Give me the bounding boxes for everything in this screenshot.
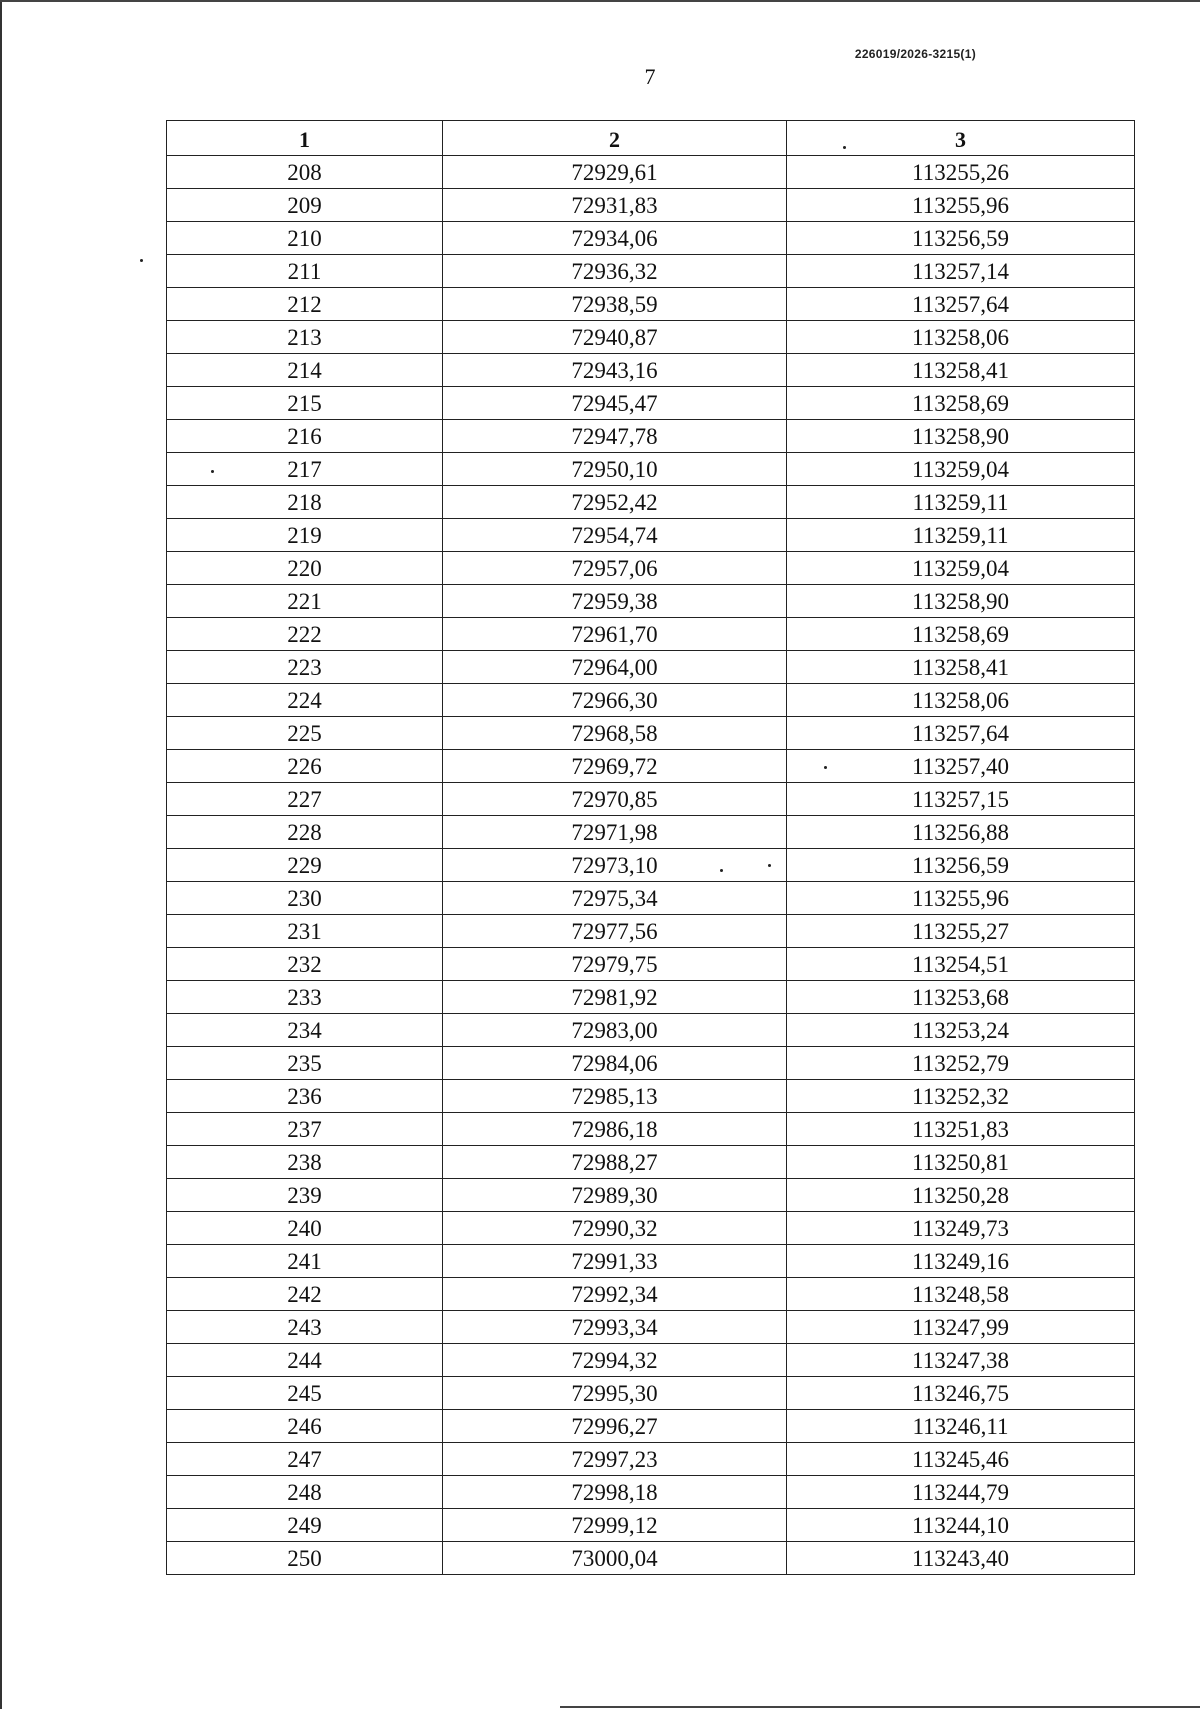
page-edge-left [0,0,2,1709]
table-row [167,552,1135,585]
table-row [167,948,1135,981]
point-number-cell: 240 [167,1212,443,1245]
table-row [167,1311,1135,1344]
x-coordinate-cell: 72934,06 [443,222,787,255]
x-coordinate-cell: 72964,00 [443,651,787,684]
point-number-cell: 213 [167,321,443,354]
x-coordinate-cell: 72984,06 [443,1047,787,1080]
table-row [167,222,1135,255]
point-number-cell: 232 [167,948,443,981]
x-coordinate-cell: 72969,72 [443,750,787,783]
table-row [167,1080,1135,1113]
scan-speck [824,766,827,769]
table-row [167,1113,1135,1146]
point-number-cell: 212 [167,288,443,321]
point-number-cell: 249 [167,1509,443,1542]
y-coordinate-cell: 113247,99 [787,1311,1135,1344]
point-number-cell: 227 [167,783,443,816]
y-coordinate-cell: 113244,79 [787,1476,1135,1509]
table-row [167,783,1135,816]
table-row [167,420,1135,453]
table-row [167,486,1135,519]
y-coordinate-cell: 113258,41 [787,651,1135,684]
point-number-cell: 231 [167,915,443,948]
y-coordinate-cell: 113259,04 [787,552,1135,585]
x-coordinate-cell: 72998,18 [443,1476,787,1509]
x-coordinate-cell: 72997,23 [443,1443,787,1476]
x-coordinate-cell: 72975,34 [443,882,787,915]
table-row [167,618,1135,651]
table-row [167,1542,1135,1575]
y-coordinate-cell: 113257,14 [787,255,1135,288]
point-number-cell: 241 [167,1245,443,1278]
point-number-cell: 225 [167,717,443,750]
document-number: 226019/2026-3215(1) [854,47,976,61]
table-row [167,288,1135,321]
table-row [167,519,1135,552]
x-coordinate-cell: 72986,18 [443,1113,787,1146]
table-row [167,453,1135,486]
y-coordinate-cell: 113248,58 [787,1278,1135,1311]
x-coordinate-cell: 72994,32 [443,1344,787,1377]
table-row [167,816,1135,849]
scan-speck [768,864,771,867]
y-coordinate-cell: 113258,69 [787,618,1135,651]
x-coordinate-cell: 72973,10 [443,849,787,882]
y-coordinate-cell: 113258,06 [787,321,1135,354]
y-coordinate-cell: 113247,38 [787,1344,1135,1377]
y-coordinate-cell: 113256,88 [787,816,1135,849]
table-row [167,321,1135,354]
y-coordinate-cell: 113255,27 [787,915,1135,948]
x-coordinate-cell: 72999,12 [443,1509,787,1542]
x-coordinate-cell: 72961,70 [443,618,787,651]
point-number-cell: 214 [167,354,443,387]
point-number-cell: 247 [167,1443,443,1476]
scan-speck [843,146,846,149]
table-row [167,1245,1135,1278]
point-number-cell: 230 [167,882,443,915]
table-row [167,1443,1135,1476]
point-number-cell: 234 [167,1014,443,1047]
scan-speck [140,259,143,262]
y-coordinate-cell: 113251,83 [787,1113,1135,1146]
table-row [167,354,1135,387]
point-number-cell: 218 [167,486,443,519]
table-row [167,1476,1135,1509]
x-coordinate-cell: 72931,83 [443,189,787,222]
table-row [167,684,1135,717]
x-coordinate-cell: 72945,47 [443,387,787,420]
table-row [167,915,1135,948]
x-coordinate-cell: 72947,78 [443,420,787,453]
x-coordinate-cell: 72943,16 [443,354,787,387]
x-coordinate-cell: 72940,87 [443,321,787,354]
table-row [167,1014,1135,1047]
point-number-cell: 229 [167,849,443,882]
point-number-cell: 250 [167,1542,443,1575]
y-coordinate-cell: 113256,59 [787,222,1135,255]
table-row [167,1146,1135,1179]
x-coordinate-cell: 72929,61 [443,156,787,189]
point-number-cell: 236 [167,1080,443,1113]
table-row [167,882,1135,915]
scan-speck [211,470,214,473]
x-coordinate-cell: 72954,74 [443,519,787,552]
table-row [167,189,1135,222]
x-coordinate-cell: 72977,56 [443,915,787,948]
point-number-cell: 243 [167,1311,443,1344]
y-coordinate-cell: 113257,64 [787,288,1135,321]
table-row [167,849,1135,882]
table-row [167,1047,1135,1080]
y-coordinate-cell: 113257,15 [787,783,1135,816]
table-header-row [167,121,1135,156]
table-row [167,1278,1135,1311]
point-number-cell: 217 [167,453,443,486]
x-coordinate-cell: 72952,42 [443,486,787,519]
point-number-cell: 222 [167,618,443,651]
x-coordinate-cell: 72968,58 [443,717,787,750]
point-number-cell: 223 [167,651,443,684]
table-row [167,981,1135,1014]
table-row [167,1212,1135,1245]
page-number [0,64,1200,90]
table-row [167,1179,1135,1212]
table-row [167,717,1135,750]
point-number-cell: 209 [167,189,443,222]
x-coordinate-cell: 72959,38 [443,585,787,618]
table-row [167,585,1135,618]
x-coordinate-cell: 72988,27 [443,1146,787,1179]
x-coordinate-cell: 72979,75 [443,948,787,981]
y-coordinate-cell: 113246,11 [787,1410,1135,1443]
x-coordinate-cell: 72991,33 [443,1245,787,1278]
y-coordinate-cell: 113252,79 [787,1047,1135,1080]
point-number-cell: 211 [167,255,443,288]
table-row [167,1377,1135,1410]
point-number-cell: 208 [167,156,443,189]
y-coordinate-cell: 113253,68 [787,981,1135,1014]
y-coordinate-cell: 113255,96 [787,882,1135,915]
table-row [167,1344,1135,1377]
point-number-cell: 244 [167,1344,443,1377]
y-coordinate-cell: 113246,75 [787,1377,1135,1410]
y-coordinate-cell: 113250,28 [787,1179,1135,1212]
column-header: 3 [787,121,1135,156]
page-edge-top [0,0,1200,2]
y-coordinate-cell: 113250,81 [787,1146,1135,1179]
table-row [167,1410,1135,1443]
x-coordinate-cell: 72995,30 [443,1377,787,1410]
x-coordinate-cell: 72970,85 [443,783,787,816]
y-coordinate-cell: 113249,73 [787,1212,1135,1245]
table-row [167,387,1135,420]
x-coordinate-cell: 73000,04 [443,1542,787,1575]
x-coordinate-cell: 72936,32 [443,255,787,288]
point-number-cell: 210 [167,222,443,255]
y-coordinate-cell: 113253,24 [787,1014,1135,1047]
table-row [167,255,1135,288]
point-number-cell: 216 [167,420,443,453]
y-coordinate-cell: 113243,40 [787,1542,1135,1575]
point-number-cell: 235 [167,1047,443,1080]
point-number-cell: 242 [167,1278,443,1311]
x-coordinate-cell: 72983,00 [443,1014,787,1047]
table-row [167,156,1135,189]
x-coordinate-cell: 72957,06 [443,552,787,585]
y-coordinate-cell: 113252,32 [787,1080,1135,1113]
x-coordinate-cell: 72938,59 [443,288,787,321]
x-coordinate-cell: 72992,34 [443,1278,787,1311]
y-coordinate-cell: 113256,59 [787,849,1135,882]
x-coordinate-cell: 72989,30 [443,1179,787,1212]
table-body [167,156,1135,1575]
x-coordinate-cell: 72971,98 [443,816,787,849]
point-number-cell: 228 [167,816,443,849]
point-number-cell: 248 [167,1476,443,1509]
y-coordinate-cell: 113259,11 [787,519,1135,552]
y-coordinate-cell: 113258,90 [787,585,1135,618]
y-coordinate-cell: 113258,69 [787,387,1135,420]
point-number-cell: 226 [167,750,443,783]
point-number-cell: 215 [167,387,443,420]
y-coordinate-cell: 113254,51 [787,948,1135,981]
y-coordinate-cell: 113244,10 [787,1509,1135,1542]
scan-speck [720,869,723,872]
y-coordinate-cell: 113258,06 [787,684,1135,717]
y-coordinate-cell: 113257,40 [787,750,1135,783]
y-coordinate-cell: 113259,04 [787,453,1135,486]
point-number-cell: 221 [167,585,443,618]
y-coordinate-cell: 113258,90 [787,420,1135,453]
y-coordinate-cell: 113258,41 [787,354,1135,387]
x-coordinate-cell: 72993,34 [443,1311,787,1344]
table-row [167,1509,1135,1542]
x-coordinate-cell: 72990,32 [443,1212,787,1245]
point-number-cell: 238 [167,1146,443,1179]
x-coordinate-cell: 72966,30 [443,684,787,717]
table-row [167,750,1135,783]
point-number-cell: 237 [167,1113,443,1146]
page-edge-bottom [560,1706,1200,1708]
y-coordinate-cell: 113249,16 [787,1245,1135,1278]
y-coordinate-cell: 113245,46 [787,1443,1135,1476]
column-header: 2 [443,121,787,156]
x-coordinate-cell: 72996,27 [443,1410,787,1443]
point-number-cell: 246 [167,1410,443,1443]
y-coordinate-cell: 113257,64 [787,717,1135,750]
x-coordinate-cell: 72981,92 [443,981,787,1014]
point-number-cell: 239 [167,1179,443,1212]
table-row [167,651,1135,684]
page-number-text: 7 [644,64,656,89]
x-coordinate-cell: 72985,13 [443,1080,787,1113]
y-coordinate-cell: 113255,26 [787,156,1135,189]
point-number-cell: 233 [167,981,443,1014]
point-number-cell: 220 [167,552,443,585]
y-coordinate-cell: 113255,96 [787,189,1135,222]
point-number-cell: 219 [167,519,443,552]
column-header: 1 [167,121,443,156]
point-number-cell: 245 [167,1377,443,1410]
x-coordinate-cell: 72950,10 [443,453,787,486]
coordinates-table [166,120,1135,1575]
y-coordinate-cell: 113259,11 [787,486,1135,519]
point-number-cell: 224 [167,684,443,717]
